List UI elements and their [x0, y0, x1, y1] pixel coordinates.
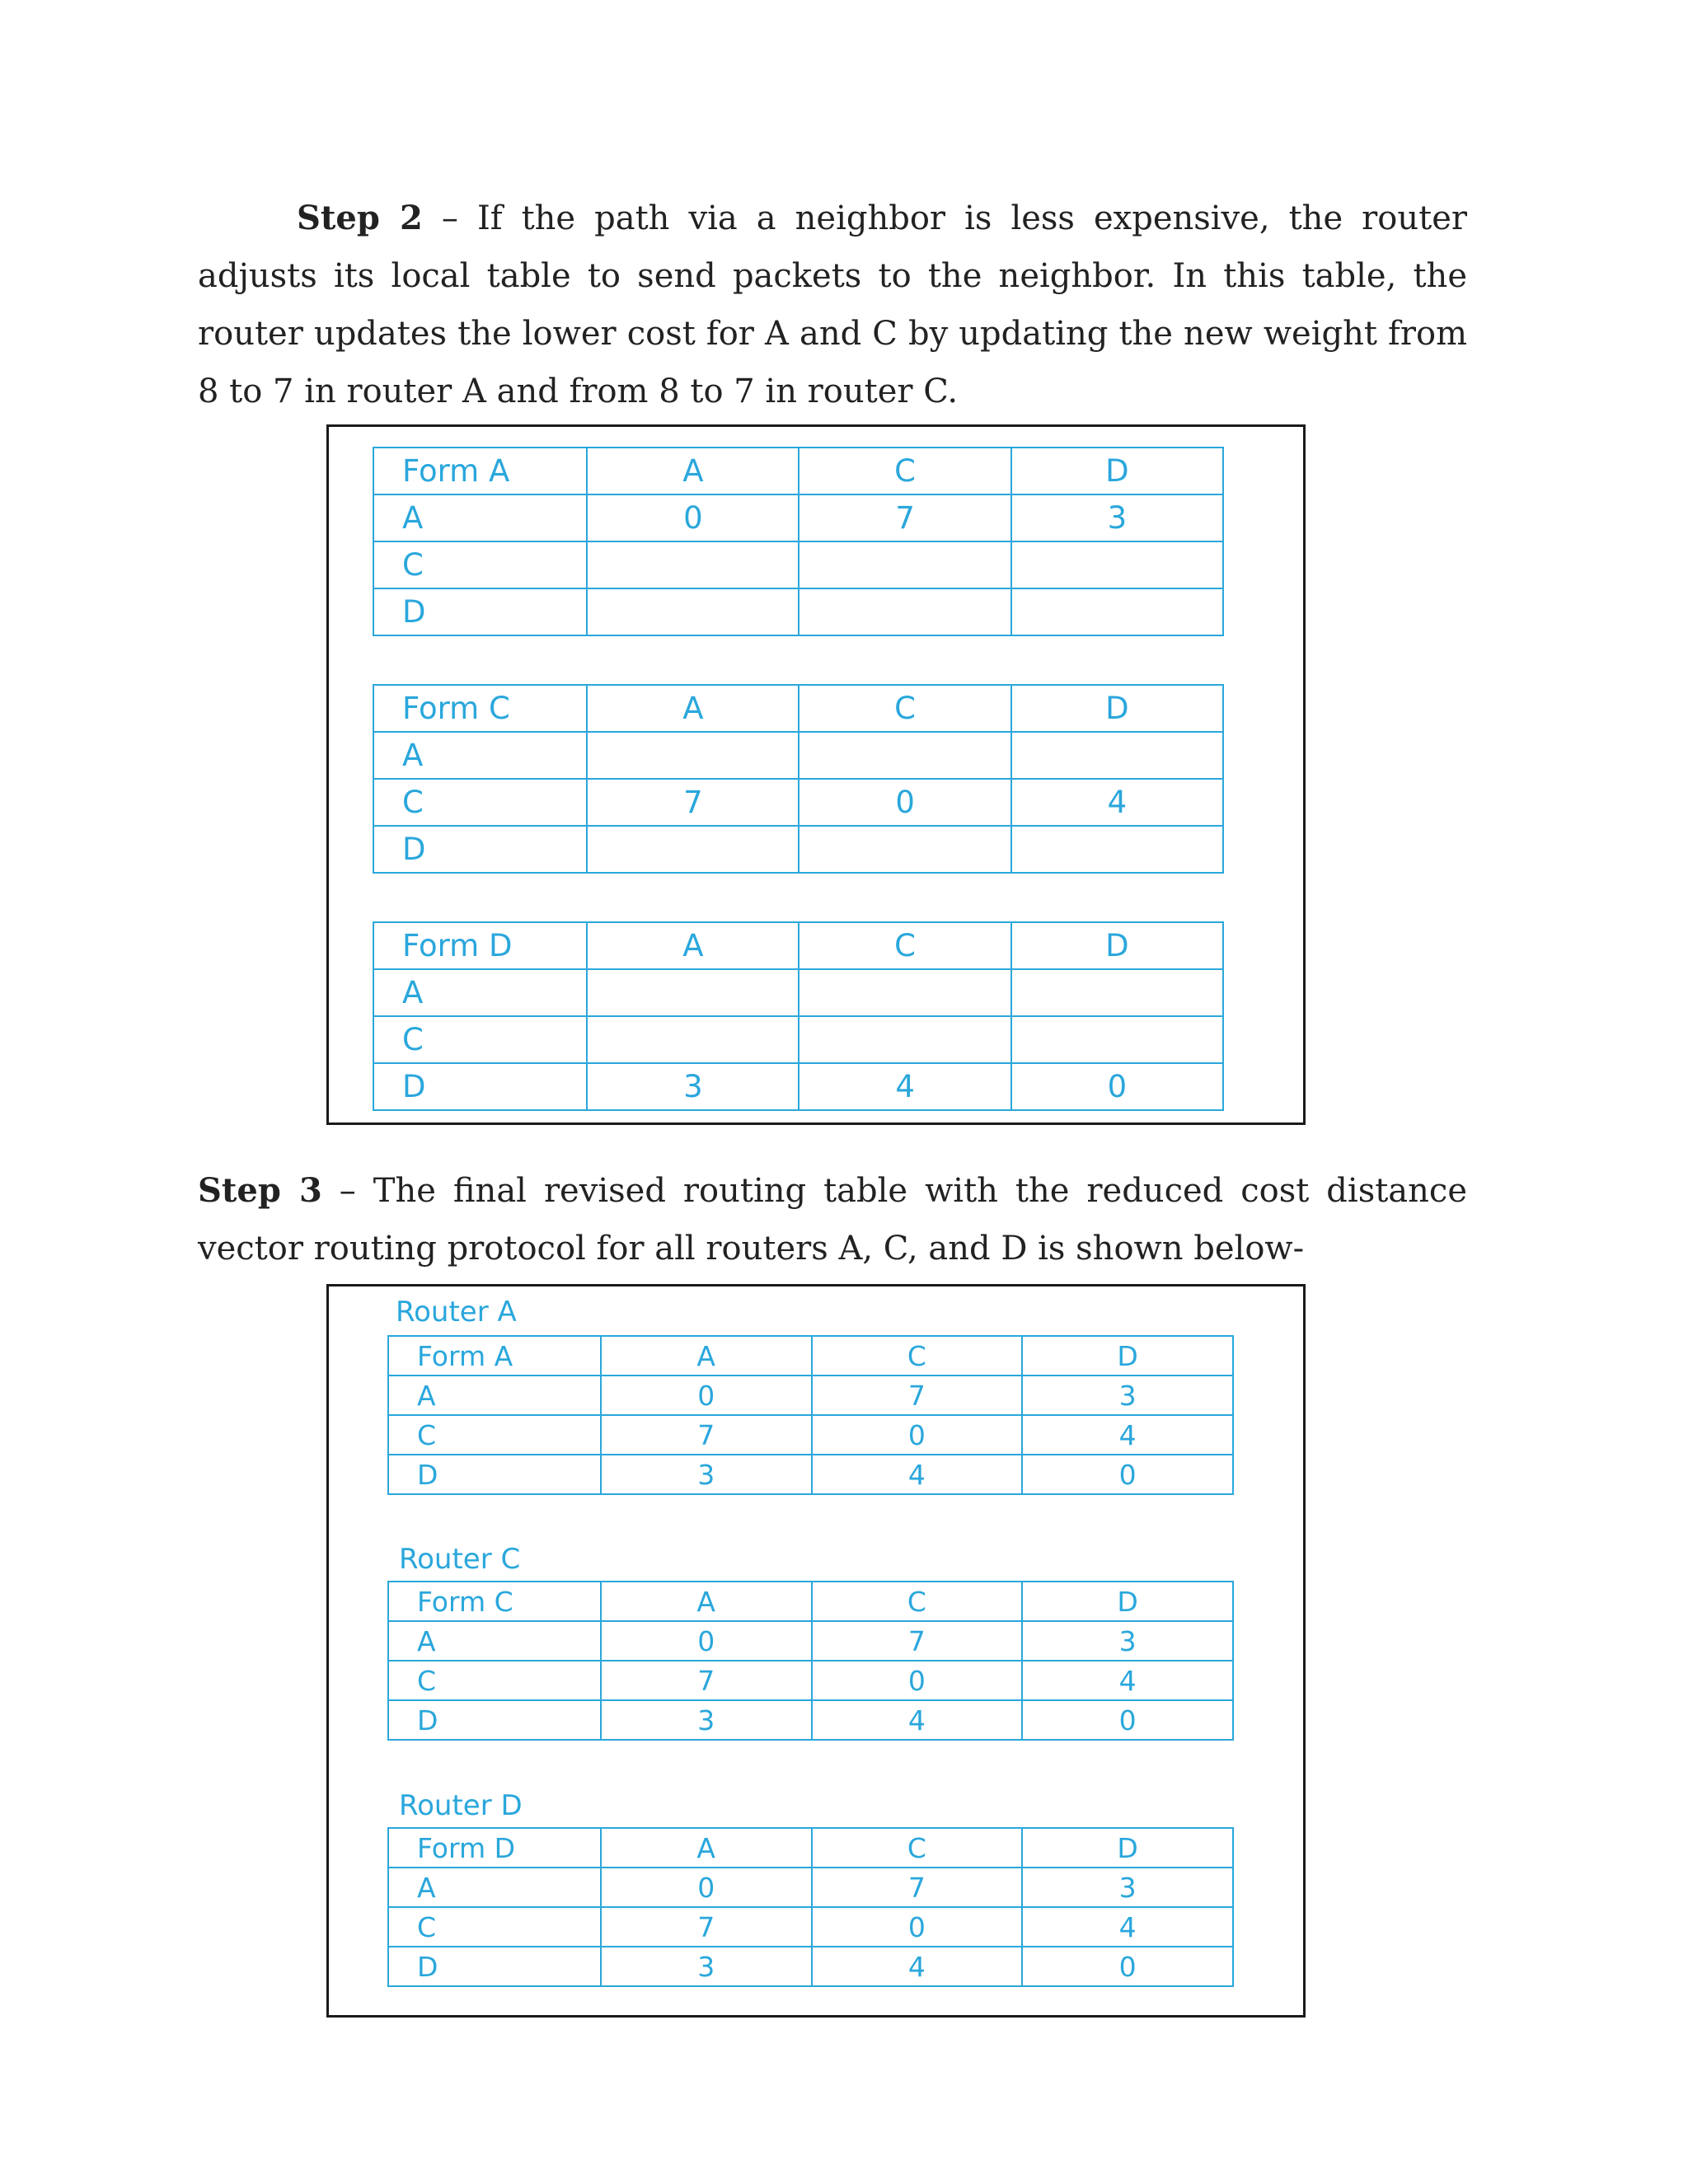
table-row: [373, 1016, 1223, 1063]
table-cell: C: [373, 779, 587, 826]
table-header-cell: C: [812, 1582, 1023, 1621]
table-row: [388, 1455, 1233, 1494]
table-header-cell: D: [1022, 1582, 1233, 1621]
table-cell: [587, 969, 799, 1016]
table-cell: [587, 1016, 799, 1063]
table-cell: [587, 732, 799, 779]
table-cell: 7: [587, 779, 799, 826]
step-2-label: Step 2: [297, 199, 423, 237]
table-header-row: [388, 1828, 1233, 1868]
table-header-cell: D: [1022, 1336, 1233, 1376]
table-header-row: [373, 448, 1223, 494]
table-row: [388, 1661, 1233, 1700]
table-row: [373, 588, 1223, 635]
table-cell: 7: [799, 494, 1010, 541]
table-header-cell: Form C: [388, 1582, 601, 1621]
table-cell: 0: [601, 1621, 812, 1661]
table-cell: 3: [1022, 1376, 1233, 1415]
table-cell: [587, 826, 799, 873]
table-row: [388, 1868, 1233, 1907]
table-header-cell: A: [601, 1582, 812, 1621]
table-cell: [1011, 969, 1223, 1016]
table-cell: 3: [1011, 494, 1223, 541]
table-row: [388, 1415, 1233, 1455]
table-cell: 0: [1022, 1947, 1233, 1986]
router-a-title: Router A: [396, 1296, 517, 1329]
table-cell: 0: [1022, 1455, 1233, 1494]
table-header-cell: D: [1011, 685, 1223, 732]
table-header-cell: A: [587, 448, 799, 494]
table-cell: D: [373, 1063, 587, 1110]
table-header-cell: A: [601, 1828, 812, 1868]
table-cell: D: [388, 1455, 601, 1494]
table-cell: [1011, 826, 1223, 873]
step-3-table-router-a: [387, 1335, 1234, 1495]
table-cell: 7: [812, 1621, 1023, 1661]
table-header-cell: A: [601, 1336, 812, 1376]
table-row: [388, 1947, 1233, 1986]
table-header-cell: Form A: [373, 448, 587, 494]
table-cell: 0: [799, 779, 1010, 826]
table-cell: 0: [1011, 1063, 1223, 1110]
table-row: [373, 732, 1223, 779]
table-cell: 4: [1022, 1661, 1233, 1700]
table-cell: D: [388, 1947, 601, 1986]
table-cell: C: [373, 541, 587, 588]
table-cell: 3: [587, 1063, 799, 1110]
table-cell: 3: [1022, 1868, 1233, 1907]
table-cell: A: [373, 494, 587, 541]
table-cell: 0: [812, 1415, 1023, 1455]
table-row: [373, 826, 1223, 873]
table-cell: 4: [812, 1947, 1023, 1986]
table-cell: [587, 541, 799, 588]
table-header-cell: D: [1011, 922, 1223, 969]
table-header-cell: D: [1022, 1828, 1233, 1868]
table-cell: 7: [812, 1868, 1023, 1907]
table-cell: [799, 1016, 1010, 1063]
table-cell: C: [388, 1907, 601, 1947]
table-cell: A: [373, 732, 587, 779]
table-cell: [799, 732, 1010, 779]
table-row: [373, 494, 1223, 541]
step-2-table-form-a: [373, 447, 1224, 636]
table-header-cell: A: [587, 922, 799, 969]
table-header-cell: A: [587, 685, 799, 732]
table-cell: C: [388, 1415, 601, 1455]
table-header-cell: Form C: [373, 685, 587, 732]
table-cell: 0: [587, 494, 799, 541]
table-header-cell: C: [812, 1336, 1023, 1376]
table-cell: 0: [812, 1661, 1023, 1700]
step-2-paragraph: [198, 190, 1467, 420]
table-cell: 4: [1022, 1907, 1233, 1947]
table-header-cell: Form D: [373, 922, 587, 969]
table-cell: 7: [812, 1376, 1023, 1415]
step-3-table-router-c: [387, 1581, 1234, 1741]
step-3-table-router-d: [387, 1827, 1234, 1987]
table-row: [373, 541, 1223, 588]
table-header-cell: Form A: [388, 1336, 601, 1376]
table-cell: 4: [1011, 779, 1223, 826]
step-3-text: – The final revised routing table with the reduced cost distance vector routing protocol for all routers A, C, and D is shown below-: [198, 1172, 1467, 1268]
table-cell: 3: [601, 1455, 812, 1494]
table-cell: [587, 588, 799, 635]
table-cell: 3: [1022, 1621, 1233, 1661]
step-3-paragraph: [198, 1162, 1467, 1277]
step-3-label: Step 3: [198, 1171, 322, 1210]
table-header-row: [388, 1336, 1233, 1376]
table-row: [388, 1907, 1233, 1947]
table-row: [373, 1063, 1223, 1110]
table-cell: D: [373, 826, 587, 873]
table-cell: 0: [1022, 1700, 1233, 1740]
table-cell: A: [388, 1376, 601, 1415]
table-row: [388, 1376, 1233, 1415]
table-cell: A: [388, 1868, 601, 1907]
table-header-cell: C: [799, 922, 1010, 969]
table-cell: [799, 969, 1010, 1016]
table-cell: A: [373, 969, 587, 1016]
table-cell: [1011, 1016, 1223, 1063]
table-row: [373, 779, 1223, 826]
step-2-text: – If the path via a neighbor is less expensive, the router adjusts its local table to send packets to the neighbor. In this table, the router updates the lower cost for A and C by updating the new weight from 8 to 7 in router A and from 8 to 7 in router C.: [198, 199, 1467, 410]
table-cell: 4: [799, 1063, 1010, 1110]
table-cell: 7: [601, 1661, 812, 1700]
table-row: [388, 1700, 1233, 1740]
table-header-cell: D: [1011, 448, 1223, 494]
table-cell: [1011, 588, 1223, 635]
table-cell: 7: [601, 1415, 812, 1455]
table-cell: 0: [812, 1907, 1023, 1947]
table-cell: C: [373, 1016, 587, 1063]
table-cell: 0: [601, 1868, 812, 1907]
table-cell: [799, 541, 1010, 588]
table-header-cell: C: [812, 1828, 1023, 1868]
table-header-row: [373, 922, 1223, 969]
table-cell: 4: [1022, 1415, 1233, 1455]
table-header-cell: C: [799, 685, 1010, 732]
table-cell: A: [388, 1621, 601, 1661]
table-cell: D: [388, 1700, 601, 1740]
table-row: [373, 969, 1223, 1016]
table-cell: D: [373, 588, 587, 635]
table-header-cell: Form D: [388, 1828, 601, 1868]
table-cell: 3: [601, 1947, 812, 1986]
table-cell: 7: [601, 1907, 812, 1947]
table-cell: 0: [601, 1376, 812, 1415]
table-row: [388, 1621, 1233, 1661]
table-cell: [799, 826, 1010, 873]
table-cell: 4: [812, 1700, 1023, 1740]
table-header-row: [373, 685, 1223, 732]
table-header-row: [388, 1582, 1233, 1621]
router-c-title: Router C: [399, 1543, 521, 1576]
table-cell: C: [388, 1661, 601, 1700]
table-header-cell: C: [799, 448, 1010, 494]
table-cell: 3: [601, 1700, 812, 1740]
table-cell: [1011, 732, 1223, 779]
table-cell: [1011, 541, 1223, 588]
step-2-table-form-c: [373, 684, 1224, 874]
step-2-table-form-d: [373, 921, 1224, 1111]
table-cell: 4: [812, 1455, 1023, 1494]
router-d-title: Router D: [399, 1789, 523, 1822]
table-cell: [799, 588, 1010, 635]
